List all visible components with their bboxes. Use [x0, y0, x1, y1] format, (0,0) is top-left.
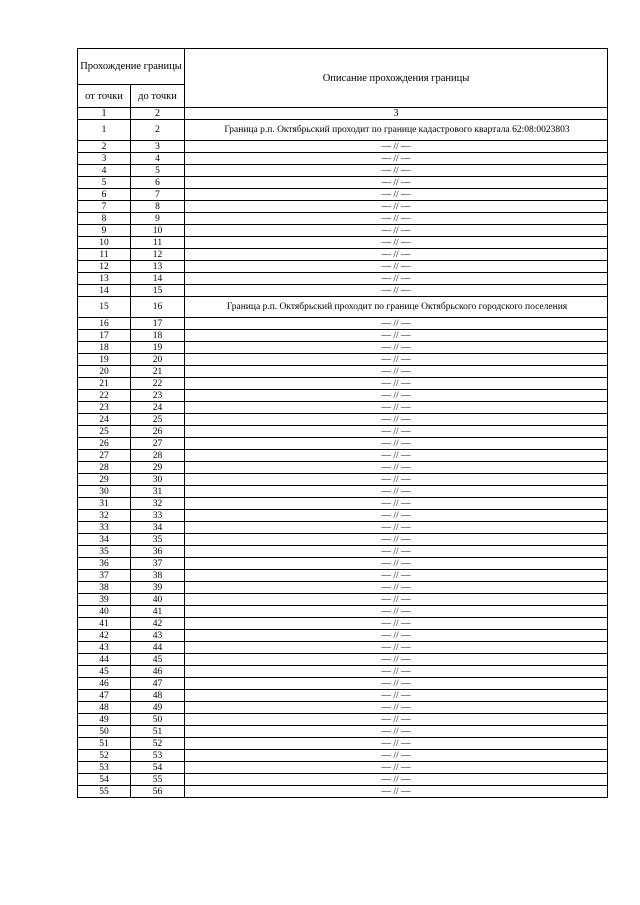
description-cell: — // — [185, 702, 608, 714]
to-point-cell: 22 [131, 378, 185, 390]
from-point-cell: 45 [78, 666, 131, 678]
table-row [78, 678, 608, 690]
from-point-cell: 44 [78, 654, 131, 666]
header-to-point: до точки [131, 85, 185, 108]
from-point-cell: 22 [78, 390, 131, 402]
header-passage: Прохождение границы [78, 49, 185, 85]
table-row [78, 750, 608, 762]
from-point-cell: 35 [78, 546, 131, 558]
table-row [78, 390, 608, 402]
table-row [78, 618, 608, 630]
to-point-cell: 24 [131, 402, 185, 414]
to-point-cell: 2 [131, 120, 185, 141]
table-row [78, 141, 608, 153]
from-point-cell: 2 [78, 141, 131, 153]
from-point-cell: 47 [78, 690, 131, 702]
description-cell: — // — [185, 570, 608, 582]
description-cell: — // — [185, 165, 608, 177]
to-point-cell: 43 [131, 630, 185, 642]
description-cell: — // — [185, 189, 608, 201]
table-row [78, 366, 608, 378]
description-cell: — // — [185, 390, 608, 402]
from-point-cell: 19 [78, 354, 131, 366]
from-point-cell: 50 [78, 726, 131, 738]
from-point-cell: 32 [78, 510, 131, 522]
from-point-cell: 24 [78, 414, 131, 426]
from-point-cell: 25 [78, 426, 131, 438]
to-point-cell: 4 [131, 153, 185, 165]
to-point-cell: 19 [131, 342, 185, 354]
description-cell: — // — [185, 486, 608, 498]
from-point-cell: 53 [78, 762, 131, 774]
table-row [78, 702, 608, 714]
table-row [78, 534, 608, 546]
description-cell: Граница р.п. Октябрьский проходит по границе Октябрьского городского поселения [185, 297, 608, 318]
to-point-cell: 55 [131, 774, 185, 786]
table-row [78, 330, 608, 342]
to-point-cell: 30 [131, 474, 185, 486]
description-cell: Граница р.п. Октябрьский проходит по границе кадастрового квартала 62:08:0023803 [185, 120, 608, 141]
from-point-cell: 55 [78, 786, 131, 798]
table-row [78, 762, 608, 774]
table-row [78, 378, 608, 390]
boundary-table [77, 48, 608, 798]
to-point-cell: 9 [131, 213, 185, 225]
description-cell: — // — [185, 558, 608, 570]
to-point-cell: 20 [131, 354, 185, 366]
table-row [78, 438, 608, 450]
to-point-cell: 25 [131, 414, 185, 426]
table-row [78, 570, 608, 582]
from-point-cell: 18 [78, 342, 131, 354]
to-point-cell: 47 [131, 678, 185, 690]
table-row [78, 249, 608, 261]
to-point-cell: 16 [131, 297, 185, 318]
from-point-cell: 48 [78, 702, 131, 714]
table-row [78, 498, 608, 510]
table-row [78, 462, 608, 474]
to-point-cell: 33 [131, 510, 185, 522]
table-row [78, 402, 608, 414]
description-cell: — // — [185, 426, 608, 438]
table-row [78, 606, 608, 618]
to-point-cell: 41 [131, 606, 185, 618]
from-point-cell: 51 [78, 738, 131, 750]
to-point-cell: 21 [131, 366, 185, 378]
table-row [78, 342, 608, 354]
to-point-cell: 40 [131, 594, 185, 606]
from-point-cell: 10 [78, 237, 131, 249]
table-row [78, 558, 608, 570]
from-point-cell: 31 [78, 498, 131, 510]
description-cell: — // — [185, 462, 608, 474]
description-cell: — // — [185, 285, 608, 297]
from-point-cell: 5 [78, 177, 131, 189]
description-cell: — // — [185, 786, 608, 798]
description-cell: — // — [185, 378, 608, 390]
description-cell: — // — [185, 750, 608, 762]
description-cell: — // — [185, 510, 608, 522]
from-point-cell: 52 [78, 750, 131, 762]
description-cell: — // — [185, 249, 608, 261]
description-cell: — // — [185, 726, 608, 738]
to-point-cell: 13 [131, 261, 185, 273]
header-from-point: от точки [78, 85, 131, 108]
from-point-cell: 16 [78, 318, 131, 330]
to-point-cell: 18 [131, 330, 185, 342]
description-cell: — // — [185, 153, 608, 165]
to-point-cell: 3 [131, 141, 185, 153]
table-row [78, 426, 608, 438]
from-point-cell: 3 [78, 153, 131, 165]
description-cell: — // — [185, 342, 608, 354]
table-row [78, 546, 608, 558]
to-point-cell: 27 [131, 438, 185, 450]
to-point-cell: 23 [131, 390, 185, 402]
to-point-cell: 44 [131, 642, 185, 654]
table-row [78, 582, 608, 594]
from-point-cell: 34 [78, 534, 131, 546]
table-row [78, 666, 608, 678]
from-point-cell: 13 [78, 273, 131, 285]
to-point-cell: 8 [131, 201, 185, 213]
description-cell: — // — [185, 402, 608, 414]
description-cell: — // — [185, 225, 608, 237]
from-point-cell: 39 [78, 594, 131, 606]
to-point-cell: 36 [131, 546, 185, 558]
description-cell: — // — [185, 762, 608, 774]
table-row [78, 414, 608, 426]
table-row [78, 165, 608, 177]
description-cell: — // — [185, 594, 608, 606]
description-cell: — // — [185, 366, 608, 378]
description-cell: — // — [185, 546, 608, 558]
table-row [78, 486, 608, 498]
table-row [78, 189, 608, 201]
from-point-cell: 29 [78, 474, 131, 486]
from-point-cell: 42 [78, 630, 131, 642]
from-point-cell: 14 [78, 285, 131, 297]
from-point-cell: 4 [78, 165, 131, 177]
from-point-cell: 30 [78, 486, 131, 498]
to-point-cell: 50 [131, 714, 185, 726]
from-point-cell: 49 [78, 714, 131, 726]
to-point-cell: 7 [131, 189, 185, 201]
table-row [78, 510, 608, 522]
table-row [78, 201, 608, 213]
description-cell: — // — [185, 606, 608, 618]
to-point-cell: 17 [131, 318, 185, 330]
to-point-cell: 12 [131, 249, 185, 261]
from-point-cell: 54 [78, 774, 131, 786]
to-point-cell: 26 [131, 426, 185, 438]
description-cell: — // — [185, 582, 608, 594]
to-point-cell: 10 [131, 225, 185, 237]
from-point-cell: 27 [78, 450, 131, 462]
from-point-cell: 43 [78, 642, 131, 654]
table-row [78, 774, 608, 786]
to-point-cell: 34 [131, 522, 185, 534]
from-point-cell: 21 [78, 378, 131, 390]
description-cell: — // — [185, 714, 608, 726]
description-cell: — // — [185, 438, 608, 450]
table-row [78, 213, 608, 225]
table-row [78, 285, 608, 297]
from-point-cell: 11 [78, 249, 131, 261]
to-point-cell: 14 [131, 273, 185, 285]
from-point-cell: 36 [78, 558, 131, 570]
from-point-cell: 41 [78, 618, 131, 630]
table-row [78, 177, 608, 189]
description-cell: — // — [185, 414, 608, 426]
from-point-cell: 6 [78, 189, 131, 201]
table-row [78, 153, 608, 165]
to-point-cell: 46 [131, 666, 185, 678]
from-point-cell: 46 [78, 678, 131, 690]
to-point-cell: 31 [131, 486, 185, 498]
from-point-cell: 1 [78, 120, 131, 141]
table-row [78, 654, 608, 666]
table-row [78, 522, 608, 534]
to-point-cell: 35 [131, 534, 185, 546]
from-point-cell: 7 [78, 201, 131, 213]
table-row [78, 297, 608, 318]
to-point-cell: 53 [131, 750, 185, 762]
description-cell: — // — [185, 354, 608, 366]
table-row [78, 318, 608, 330]
table-row [78, 261, 608, 273]
description-cell: — // — [185, 522, 608, 534]
description-cell: — // — [185, 201, 608, 213]
description-cell: — // — [185, 141, 608, 153]
table-row [78, 474, 608, 486]
to-point-cell: 29 [131, 462, 185, 474]
from-point-cell: 38 [78, 582, 131, 594]
from-point-cell: 17 [78, 330, 131, 342]
description-cell: — // — [185, 318, 608, 330]
from-point-cell: 26 [78, 438, 131, 450]
table-row [78, 237, 608, 249]
to-point-cell: 49 [131, 702, 185, 714]
description-cell: — // — [185, 330, 608, 342]
from-point-cell: 15 [78, 297, 131, 318]
table-row [78, 594, 608, 606]
to-point-cell: 52 [131, 738, 185, 750]
to-point-cell: 42 [131, 618, 185, 630]
to-point-cell: 37 [131, 558, 185, 570]
from-point-cell: 37 [78, 570, 131, 582]
table-row [78, 273, 608, 285]
description-cell: — // — [185, 738, 608, 750]
to-point-cell: 5 [131, 165, 185, 177]
description-cell: — // — [185, 774, 608, 786]
description-cell: — // — [185, 213, 608, 225]
from-point-cell: 8 [78, 213, 131, 225]
from-point-cell: 28 [78, 462, 131, 474]
table-row [78, 738, 608, 750]
description-cell: — // — [185, 177, 608, 189]
table-row [78, 120, 608, 141]
to-point-cell: 11 [131, 237, 185, 249]
from-point-cell: 20 [78, 366, 131, 378]
column-number: 2 [131, 108, 185, 120]
from-point-cell: 9 [78, 225, 131, 237]
to-point-cell: 48 [131, 690, 185, 702]
description-cell: — // — [185, 690, 608, 702]
to-point-cell: 32 [131, 498, 185, 510]
from-point-cell: 12 [78, 261, 131, 273]
column-number: 1 [78, 108, 131, 120]
to-point-cell: 51 [131, 726, 185, 738]
from-point-cell: 33 [78, 522, 131, 534]
description-cell: — // — [185, 630, 608, 642]
table-row [78, 714, 608, 726]
header-description: Описание прохождения границы [185, 49, 608, 108]
table-row [78, 630, 608, 642]
to-point-cell: 39 [131, 582, 185, 594]
from-point-cell: 23 [78, 402, 131, 414]
to-point-cell: 56 [131, 786, 185, 798]
table-row [78, 642, 608, 654]
description-cell: — // — [185, 534, 608, 546]
table-row [78, 450, 608, 462]
column-number: 3 [185, 108, 608, 120]
to-point-cell: 28 [131, 450, 185, 462]
description-cell: — // — [185, 450, 608, 462]
to-point-cell: 6 [131, 177, 185, 189]
table-row [78, 225, 608, 237]
table-row [78, 690, 608, 702]
description-cell: — // — [185, 273, 608, 285]
table-row [78, 786, 608, 798]
description-cell: — // — [185, 237, 608, 249]
to-point-cell: 54 [131, 762, 185, 774]
to-point-cell: 45 [131, 654, 185, 666]
description-cell: — // — [185, 642, 608, 654]
to-point-cell: 38 [131, 570, 185, 582]
description-cell: — // — [185, 654, 608, 666]
from-point-cell: 40 [78, 606, 131, 618]
table-body [78, 120, 608, 798]
table-row [78, 726, 608, 738]
column-number-row [78, 108, 608, 120]
to-point-cell: 15 [131, 285, 185, 297]
description-cell: — // — [185, 618, 608, 630]
description-cell: — // — [185, 261, 608, 273]
description-cell: — // — [185, 498, 608, 510]
description-cell: — // — [185, 678, 608, 690]
description-cell: — // — [185, 666, 608, 678]
description-cell: — // — [185, 474, 608, 486]
table-row [78, 354, 608, 366]
